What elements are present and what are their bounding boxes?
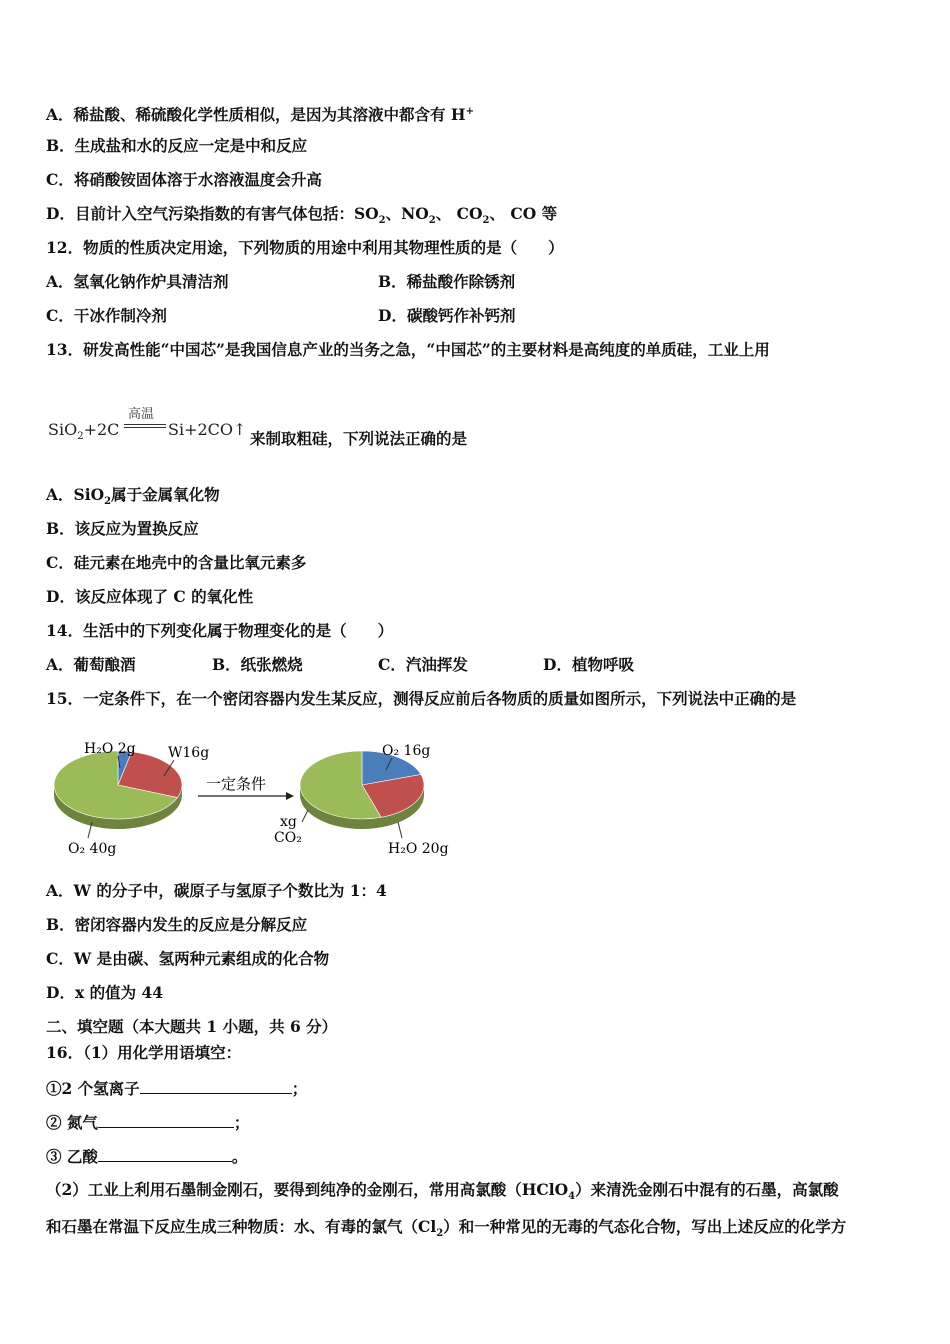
q12-option-d: D．碳酸钙作补钙剂	[378, 306, 516, 325]
q16-part2-line1: （2）工业上利用石墨制金刚石，要得到纯净的金刚石，常用高氯酸（HClO$_4$）来清洗金刚石中混有的石墨，高氯酸	[46, 1180, 839, 1203]
q15-pie-diagram	[46, 730, 466, 865]
q15-option-c: C．W 是由碳、氢两种元素组成的化合物	[46, 949, 330, 968]
equation-condition: 高温	[128, 407, 155, 422]
q11-option-a: A．稀盐酸、稀硫酸化学性质相似，是因为其溶液中都含有 H+	[46, 105, 474, 125]
q11-option-b: B．生成盐和水的反应一定是中和反应	[46, 136, 308, 155]
answer-blank[interactable]	[140, 1077, 292, 1094]
section2-heading: 二、填空题（本大题共 1 小题，共 6 分）	[46, 1017, 338, 1036]
pie2-label-x: xg	[280, 814, 297, 830]
q13-option-d: D．该反应体现了 C 的氧化性	[46, 587, 254, 606]
q14-option-a: A．葡萄酿酒	[46, 655, 136, 674]
q13-option-b: B．该反应为置换反应	[46, 519, 199, 538]
q15-option-d: D．x 的值为 44	[46, 983, 164, 1002]
q14-option-c: C．汽油挥发	[378, 655, 468, 674]
q16-item-1: ①2 个氢离子 ；	[46, 1079, 308, 1098]
pie1-label-o2: O₂ 40g	[68, 841, 117, 857]
q13-option-a: A．SiO$_2$属于金属氧化物	[46, 485, 220, 508]
pie-before	[54, 751, 182, 829]
q14-option-b: B．纸张燃烧	[212, 655, 303, 674]
answer-blank[interactable]	[98, 1145, 232, 1162]
equation-left: SiO$_2$+2C	[48, 420, 120, 443]
q12-option-a: A．氢氧化钠作炉具清洁剂	[46, 272, 229, 291]
equation-bar	[124, 427, 166, 428]
q16-item-3: ③ 乙酸 。	[46, 1147, 248, 1166]
q15-option-a: A．W 的分子中，碳原子与氢原子个数比为 1：4	[46, 881, 387, 900]
q14-stem: 14．生活中的下列变化属于物理变化的是（ ）	[46, 621, 394, 640]
arrow-head	[286, 792, 294, 800]
q11-option-c: C．将硝酸铵固体溶于水溶液温度会升高	[46, 170, 322, 189]
equation-bar	[124, 424, 166, 425]
arrow-label: 一定条件	[206, 775, 267, 793]
q11-option-d: D．目前计入空气污染指数的有害气体包括：$SO_2$、$NO_2$、 $CO_2$、 CO 等	[46, 204, 558, 227]
equation-right: Si+2CO↑	[168, 420, 247, 439]
answer-blank[interactable]	[98, 1111, 234, 1128]
q16-part2-line2: 和石墨在常温下反应生成三种物质：水、有毒的氯气$(Cl_2)$和一种常见的无毒的气态化合物，写出上述反应的化学方	[46, 1217, 847, 1240]
q13-option-c: C．硅元素在地壳中的含量比氧元素多	[46, 553, 307, 572]
q12-stem: 12．物质的性质决定用途，下列物质的用途中利用其物理性质的是（ ）	[46, 238, 564, 257]
q16-stem: 16．（1）用化学用语填空：	[46, 1043, 242, 1062]
q13-stem: 13．研发高性能“中国芯”是我国信息产业的当务之急，“中国芯”的主要材料是高纯度的单质硅，工业上用	[46, 340, 770, 359]
q13-equation	[46, 400, 506, 448]
pie2-label-co2: CO₂	[274, 830, 302, 846]
q12-option-b: B．稀盐酸作除锈剂	[378, 272, 516, 291]
q12-option-c: C．干冰作制冷剂	[46, 306, 167, 325]
q15-option-b: B．密闭容器内发生的反应是分解反应	[46, 915, 308, 934]
pie2-label-h2o: H₂O 20g	[388, 841, 449, 857]
q16-item-2: ② 氮气 ；	[46, 1113, 250, 1132]
pie1-label-w: W16g	[168, 745, 210, 761]
equation-tail: 来制取粗硅，下列说法正确的是	[250, 429, 468, 448]
q14-option-d: D．植物呼吸	[543, 655, 634, 674]
pie2-label-o2: O₂ 16g	[382, 743, 431, 759]
pie-after	[300, 751, 424, 829]
pie1-label-h2o: H₂O 2g	[84, 741, 136, 757]
q15-stem: 15．一定条件下，在一个密闭容器内发生某反应，测得反应前后各物质的质量如图所示，下列说法中正确的是	[46, 689, 797, 708]
